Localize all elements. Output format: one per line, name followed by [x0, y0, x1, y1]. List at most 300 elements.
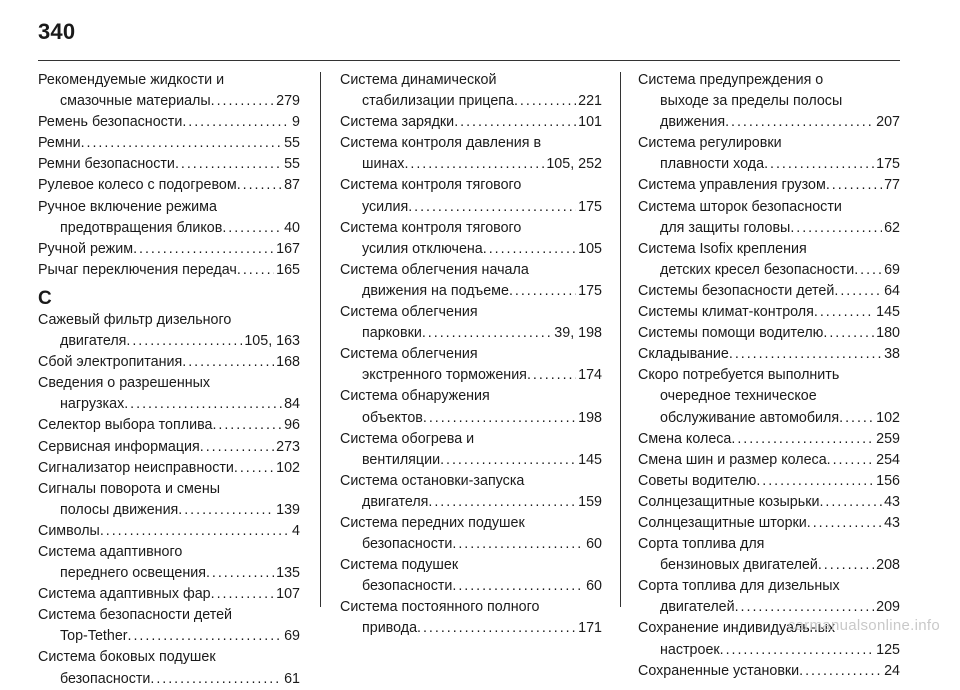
entry-term: Сохранение индивидуальных	[638, 620, 836, 637]
entry-term: Система облегчения	[340, 304, 478, 321]
page-reference[interactable]: 145	[578, 451, 602, 468]
dot-leader	[182, 352, 274, 373]
dot-leader	[509, 281, 576, 302]
page-reference[interactable]: 165	[276, 261, 300, 278]
entry-term: Рекомендуемые жидкости и	[38, 72, 225, 88]
entry-term: двигателя	[362, 493, 429, 510]
entry-term: Система зарядки	[340, 114, 455, 131]
entry-line	[38, 154, 300, 175]
entry-continuation-line	[340, 576, 602, 597]
entry-continuation-line	[340, 281, 602, 302]
entry-line	[638, 281, 900, 302]
index-entry	[638, 239, 900, 281]
dot-leader	[212, 415, 282, 436]
index-entry	[638, 471, 900, 492]
dot-leader	[514, 91, 576, 112]
page-reference[interactable]: 87	[284, 177, 300, 194]
index-column-2	[340, 70, 602, 640]
entry-line	[340, 70, 602, 91]
entry-term: Сорта топлива для	[638, 536, 765, 553]
page-reference[interactable]: 174	[578, 367, 602, 384]
page-reference[interactable]: 39, 198	[554, 325, 602, 342]
entry-line	[340, 429, 602, 450]
watermark: carmanualsonline.info	[787, 617, 940, 634]
entry-term: Сажевый фильтр дизельного	[38, 311, 232, 328]
entry-line	[638, 365, 900, 386]
page-reference[interactable]: 175	[578, 198, 602, 215]
page-reference[interactable]: 175	[876, 156, 900, 173]
page-reference[interactable]: 208	[876, 557, 900, 574]
entry-term: Рулевое колесо с подогревом	[38, 177, 237, 194]
entry-line	[38, 239, 300, 260]
page-reference[interactable]: 107	[276, 586, 300, 603]
entry-term: Система контроля давления в	[340, 135, 542, 152]
page-reference[interactable]: 105, 163	[244, 333, 300, 350]
entry-term: Смена шин и размер колеса	[638, 451, 827, 468]
entry-line	[38, 175, 300, 196]
entry-term: усилия	[362, 198, 409, 215]
entry-continuation-line	[38, 218, 300, 239]
entry-term: Сбой электропитания	[38, 354, 183, 371]
entry-term: полосы движения	[60, 501, 179, 518]
entry-line	[38, 415, 300, 436]
page-reference[interactable]: 145	[876, 304, 900, 321]
entry-continuation-line	[38, 500, 300, 521]
index-entry	[638, 429, 900, 450]
entry-line	[638, 239, 900, 260]
page-reference[interactable]: 96	[284, 417, 300, 434]
entry-line	[340, 260, 602, 281]
entry-term: Сигналы поворота и смены	[38, 480, 220, 497]
index-entry	[38, 521, 300, 542]
entry-line	[638, 175, 900, 196]
page-reference[interactable]: 84	[284, 396, 300, 413]
entry-line	[638, 70, 900, 91]
entry-line	[38, 458, 300, 479]
index-entry	[638, 492, 900, 513]
entry-line	[38, 437, 300, 458]
page-reference[interactable]: 43	[884, 514, 900, 531]
entry-term: безопасности	[60, 670, 151, 687]
page-reference[interactable]: 55	[284, 135, 300, 152]
entry-term: экстренного торможения	[362, 367, 527, 384]
column-divider	[320, 72, 321, 607]
page-reference[interactable]: 135	[276, 565, 300, 582]
entry-term: переднего освещения	[60, 565, 206, 582]
page-reference[interactable]: 24	[884, 662, 900, 679]
entry-term: Система адаптивного	[38, 543, 183, 560]
index-entry	[38, 260, 300, 281]
entry-continuation-line	[340, 365, 602, 386]
dot-leader	[807, 513, 882, 534]
entry-term: безопасности	[362, 578, 453, 595]
index-entry	[638, 133, 900, 175]
dot-leader	[150, 669, 282, 690]
entry-line	[638, 344, 900, 365]
dot-leader	[417, 618, 576, 639]
entry-continuation-line	[38, 91, 300, 112]
index-entry	[638, 450, 900, 471]
page-reference[interactable]: 273	[276, 438, 300, 455]
entry-term: Складывание	[638, 346, 729, 363]
page-reference[interactable]: 105	[578, 240, 602, 257]
entry-line	[38, 260, 300, 281]
entry-line	[340, 597, 602, 618]
page-reference[interactable]: 69	[884, 261, 900, 278]
entry-continuation-line	[38, 669, 300, 690]
page-reference[interactable]: 156	[876, 472, 900, 489]
dot-leader	[799, 661, 882, 682]
page-reference[interactable]: 198	[578, 409, 602, 426]
entry-line	[340, 302, 602, 323]
page-reference[interactable]: 159	[578, 493, 602, 510]
page-reference[interactable]: 69	[284, 628, 300, 645]
dot-leader	[834, 281, 882, 302]
entry-term: Сохраненные установки	[638, 662, 800, 679]
entry-term: Система остановки-запуска	[340, 472, 525, 489]
entry-term: Сведения о разрешенных	[38, 375, 211, 392]
entry-line	[340, 386, 602, 407]
index-entry	[38, 647, 300, 689]
dot-leader	[454, 112, 576, 133]
entry-term: предотвращения бликов	[60, 219, 223, 236]
index-entry	[38, 175, 300, 196]
entry-term: Система боковых подушек	[38, 649, 216, 666]
page-reference[interactable]: 101	[578, 114, 602, 131]
entry-line	[638, 576, 900, 597]
entry-continuation-line	[638, 154, 900, 175]
entry-term: Сигнализатор неисправности	[38, 459, 234, 476]
entry-term: Солнцезащитные шторки	[638, 514, 807, 531]
dot-leader	[211, 91, 274, 112]
entry-term: смазочные материалы	[60, 93, 211, 110]
dot-leader	[175, 154, 282, 175]
entry-term: Система безопасности детей	[38, 607, 233, 624]
index-entry	[38, 239, 300, 260]
entry-line	[38, 310, 300, 331]
entry-term: Система облегчения	[340, 346, 478, 363]
dot-leader	[819, 492, 882, 513]
index-entry	[38, 154, 300, 175]
page-reference[interactable]: 259	[876, 430, 900, 447]
dot-leader	[756, 471, 874, 492]
entry-term: Система передних подушек	[340, 514, 525, 531]
index-column-3	[638, 70, 900, 682]
index-entry	[638, 513, 900, 534]
entry-line	[38, 584, 300, 605]
entry-line	[38, 521, 300, 542]
entry-term: настроек	[660, 641, 720, 658]
page-reference[interactable]: 64	[884, 282, 900, 299]
page-reference[interactable]: 77	[884, 177, 900, 194]
page-reference[interactable]: 221	[578, 93, 602, 110]
dot-leader	[404, 154, 544, 175]
page-reference[interactable]: 125	[876, 641, 900, 658]
page-reference[interactable]: 43	[884, 493, 900, 510]
dot-leader	[178, 500, 274, 521]
entry-continuation-line	[638, 112, 900, 133]
entry-term: парковки	[362, 325, 422, 342]
entry-term: Скоро потребуется выполнить	[638, 367, 840, 384]
dot-leader	[731, 429, 874, 450]
dot-leader	[128, 626, 283, 647]
dot-leader	[81, 133, 283, 154]
entry-line	[340, 513, 602, 534]
dot-leader	[237, 260, 274, 281]
entry-term: Система регулировки	[638, 135, 782, 152]
index-entry	[38, 415, 300, 436]
dot-leader	[428, 492, 576, 513]
dot-leader	[206, 563, 274, 584]
entry-line	[38, 647, 300, 668]
dot-leader	[452, 534, 584, 555]
entry-term: шинах	[362, 156, 405, 173]
entry-term: плавности хода	[660, 156, 765, 173]
dot-leader	[182, 112, 290, 133]
entry-term: двигателей	[660, 599, 735, 616]
page-reference[interactable]: 171	[578, 620, 602, 637]
entry-line	[638, 302, 900, 323]
index-entry	[38, 373, 300, 415]
page-reference[interactable]: 60	[586, 536, 602, 553]
page-reference[interactable]: 38	[884, 346, 900, 363]
dot-leader	[814, 302, 874, 323]
dot-leader	[100, 521, 290, 542]
dot-leader	[126, 331, 242, 352]
page-reference[interactable]: 168	[276, 354, 300, 371]
entry-line	[638, 197, 900, 218]
entry-continuation-line	[638, 555, 900, 576]
entry-continuation-line	[638, 597, 900, 618]
entry-continuation-line	[38, 563, 300, 584]
entry-term: Ручной режим	[38, 240, 134, 257]
index-entry	[38, 133, 300, 154]
entry-continuation-line	[340, 450, 602, 471]
dot-leader	[729, 344, 882, 365]
entry-line	[638, 661, 900, 682]
index-entry	[340, 344, 602, 386]
page-reference[interactable]: 40	[284, 219, 300, 236]
entry-term: обслуживание автомобиля	[660, 409, 840, 426]
page-reference[interactable]: 62	[884, 219, 900, 236]
entry-term: для защиты головы	[660, 219, 791, 236]
dot-leader	[720, 640, 874, 661]
page-reference[interactable]: 105, 252	[546, 156, 602, 173]
entry-term: двигателя	[60, 333, 127, 350]
entry-term: Ручное включение режима	[38, 198, 217, 215]
dot-leader	[527, 365, 576, 386]
index-entry	[38, 479, 300, 521]
index-entry	[340, 471, 602, 513]
index-entry	[638, 175, 900, 196]
entry-continuation-line	[638, 91, 900, 112]
entry-line	[340, 555, 602, 576]
dot-leader	[423, 408, 576, 429]
entry-term: привода	[362, 620, 418, 637]
entry-term: Top-Tether	[60, 628, 128, 645]
index-entry	[340, 429, 602, 471]
index-entry	[340, 260, 602, 302]
dot-leader	[725, 112, 874, 133]
page-reference[interactable]: 55	[284, 156, 300, 173]
entry-term: Система контроля тягового	[340, 219, 522, 236]
dot-leader	[483, 239, 576, 260]
entry-continuation-line	[340, 492, 602, 513]
dot-leader	[408, 197, 576, 218]
page-reference[interactable]: 167	[276, 240, 300, 257]
index-entry	[340, 513, 602, 555]
entry-continuation-line	[638, 640, 900, 661]
entry-continuation-line	[340, 197, 602, 218]
page-reference[interactable]: 139	[276, 501, 300, 518]
entry-line	[638, 513, 900, 534]
entry-term: Система предупреждения о	[638, 72, 824, 88]
entry-term: Система контроля тягового	[340, 177, 522, 194]
entry-line	[340, 112, 602, 133]
entry-line	[340, 344, 602, 365]
dot-leader	[422, 323, 552, 344]
index-entry	[340, 597, 602, 639]
entry-line	[38, 70, 300, 91]
index-entry	[38, 310, 300, 352]
index-entry	[38, 605, 300, 647]
page-reference[interactable]: 180	[876, 325, 900, 342]
index-entry	[38, 458, 300, 479]
entry-line	[38, 112, 300, 133]
entry-line	[340, 471, 602, 492]
entry-term: Сервисная информация	[38, 438, 200, 455]
dot-leader	[790, 218, 882, 239]
entry-line	[38, 479, 300, 500]
index-entry	[638, 576, 900, 618]
entry-term: объектов	[362, 409, 423, 426]
entry-line	[340, 218, 602, 239]
dot-leader	[234, 458, 274, 479]
dot-leader	[200, 437, 274, 458]
index-entry	[340, 175, 602, 217]
page-reference[interactable]: 279	[276, 93, 300, 110]
index-entry	[638, 365, 900, 428]
entry-term: Рычаг переключения передач	[38, 261, 237, 278]
entry-term: Система динамической	[340, 72, 497, 88]
entry-continuation-line	[340, 239, 602, 260]
entry-term: Система адаптивных фар	[38, 586, 211, 603]
entry-continuation-line	[638, 408, 900, 429]
entry-term: Символы	[38, 522, 100, 539]
entry-term: Система обнаружения	[340, 388, 490, 405]
index-entry	[340, 302, 602, 344]
dot-leader	[839, 408, 874, 429]
index-entry	[38, 112, 300, 133]
entry-term: Система Isofix крепления	[638, 240, 807, 257]
entry-line	[38, 197, 300, 218]
index-entry	[38, 542, 300, 584]
entry-line	[38, 605, 300, 626]
entry-term: бензиновых двигателей	[660, 557, 818, 574]
entry-line	[638, 471, 900, 492]
index-entry	[638, 661, 900, 682]
entry-line	[38, 373, 300, 394]
page-reference[interactable]: 102	[276, 459, 300, 476]
dot-leader	[826, 175, 882, 196]
index-entry	[340, 386, 602, 428]
entry-term: Ремень безопасности	[38, 114, 183, 131]
entry-term: Система обогрева и	[340, 430, 475, 447]
entry-continuation-line	[340, 408, 602, 429]
column-divider	[620, 72, 621, 607]
dot-leader	[823, 323, 874, 344]
entry-term: Советы водителю	[638, 472, 757, 489]
index-entry	[638, 197, 900, 239]
entry-term: Системы климат-контроля	[638, 304, 814, 321]
index-entry	[638, 281, 900, 302]
index-entry	[38, 197, 300, 239]
entry-continuation-line	[340, 154, 602, 175]
entry-term: безопасности	[362, 536, 453, 553]
index-entry	[638, 302, 900, 323]
index-entry	[340, 70, 602, 112]
entry-term: Ремни безопасности	[38, 156, 175, 173]
entry-line	[638, 429, 900, 450]
entry-term: Система облегчения начала	[340, 261, 529, 278]
entry-continuation-line	[340, 534, 602, 555]
dot-leader	[440, 450, 576, 471]
dot-leader	[133, 239, 274, 260]
entry-continuation-line	[638, 260, 900, 281]
dot-leader	[827, 450, 874, 471]
dot-leader	[452, 576, 584, 597]
page-reference[interactable]: 4	[292, 522, 300, 539]
entry-line	[38, 133, 300, 154]
page-reference[interactable]: 209	[876, 599, 900, 616]
entry-line	[38, 352, 300, 373]
entry-term: движения	[660, 114, 726, 131]
page-reference[interactable]: 102	[876, 409, 900, 426]
page-reference[interactable]: 207	[876, 114, 900, 131]
page-reference[interactable]: 9	[292, 114, 300, 131]
entry-term: вентиляции	[362, 451, 441, 468]
dot-leader	[211, 584, 275, 605]
page-reference[interactable]: 61	[284, 670, 300, 687]
index-entry	[638, 323, 900, 344]
entry-continuation-line	[38, 626, 300, 647]
entry-continuation-line	[638, 218, 900, 239]
entry-term: выходе за пределы полосы	[660, 93, 843, 110]
index-entry	[340, 112, 602, 133]
page-reference[interactable]: 254	[876, 451, 900, 468]
index-entry	[38, 70, 300, 112]
entry-term: Ремни	[38, 135, 81, 152]
entry-term: Системы безопасности детей	[638, 282, 835, 299]
entry-term: Смена колеса	[638, 430, 732, 447]
dot-leader	[764, 154, 874, 175]
entry-term: детских кресел безопасности	[660, 261, 855, 278]
entry-continuation-line	[38, 331, 300, 352]
page-reference[interactable]: 60	[586, 578, 602, 595]
entry-line	[340, 175, 602, 196]
entry-line	[638, 133, 900, 154]
entry-term: очередное техническое	[660, 388, 817, 405]
entry-term: Система шторок безопасности	[638, 198, 842, 215]
entry-line	[340, 133, 602, 154]
dot-leader	[222, 218, 282, 239]
dot-leader	[854, 260, 882, 281]
entry-continuation-line	[340, 323, 602, 344]
dot-leader	[735, 597, 875, 618]
page-reference[interactable]: 175	[578, 282, 602, 299]
dot-leader	[124, 394, 282, 415]
index-entry	[638, 344, 900, 365]
